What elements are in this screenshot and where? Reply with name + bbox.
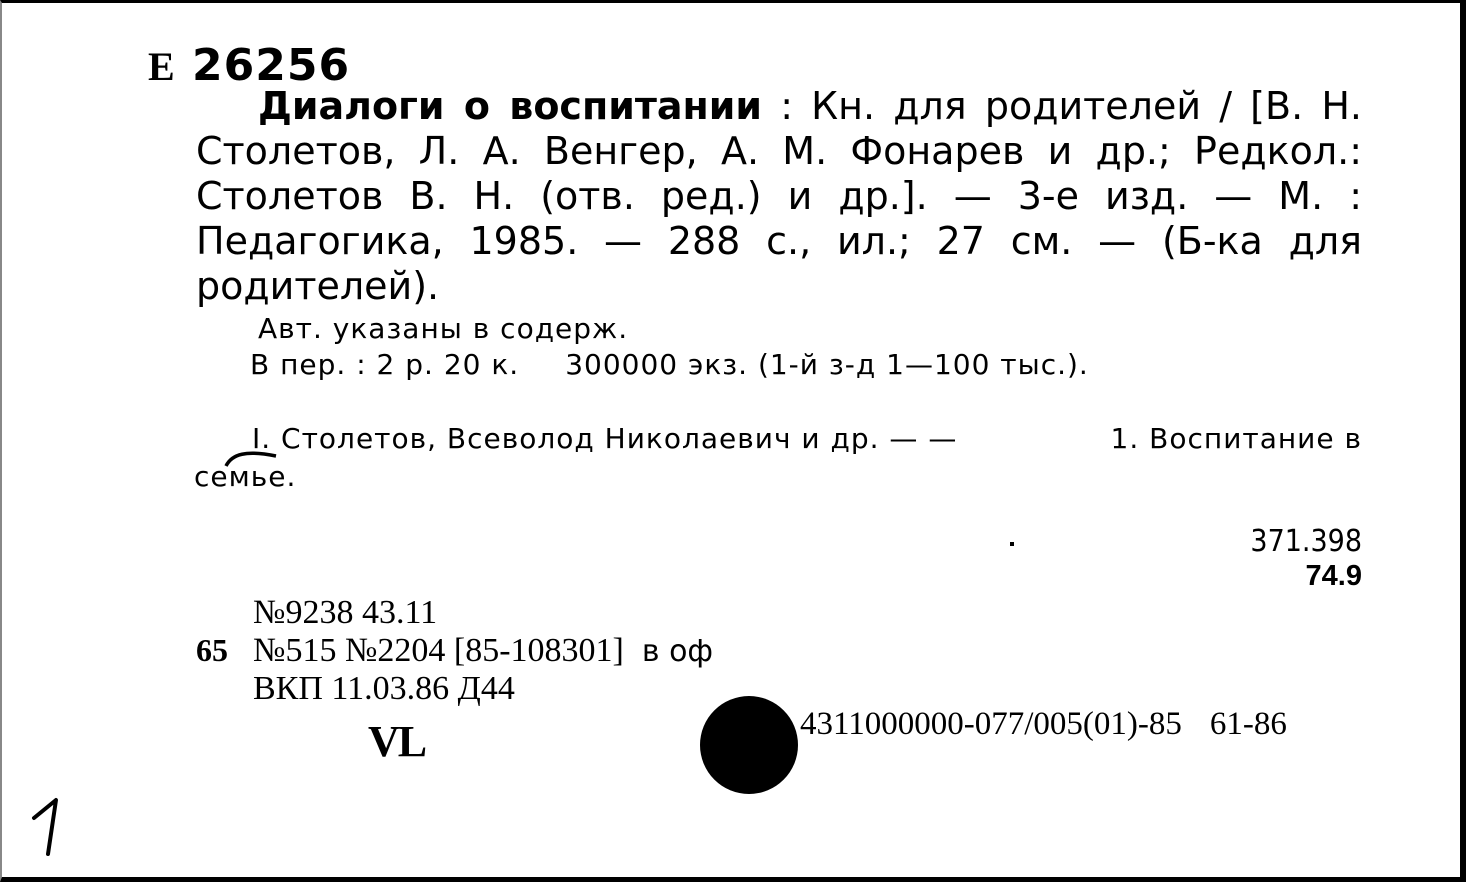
tracing-subject: 1. Воспитание в (1110, 422, 1362, 455)
price-note: В пер. : 2 р. 20 к. 300000 экз. (1-й з-д 1—100 тыс.). (250, 348, 1089, 381)
punch-hole (700, 696, 798, 794)
meta-line-2: №515 №2204 [85-108301] в оф (253, 632, 714, 669)
tracing-continuation: семье. (194, 460, 297, 493)
stamp-vl: VL (368, 717, 426, 766)
handwritten-numeral (28, 796, 68, 858)
bbk-index: 74.9 (1305, 560, 1362, 592)
authors-note: Авт. указаны в содерж. (258, 312, 629, 345)
isbn-line: 4311000000-077/005(01)-85 61-86 (800, 706, 1287, 742)
tracing-author: I. Столетов, Всеволод Николаевич и др. — — (252, 422, 958, 455)
entry-body: : Кн. для родителей / [В. Н. Столетов, Л. А. Венгер, А. М. Фонарев и др.; Редкол.: Столетов В. Н. (отв. ред.) и др.]. — 3-е изд. — М. : Педагогика, 1985. — 288 с., ил.; 27 см. — (Б-ка для родителей). (196, 84, 1362, 308)
meta-number: 65 (196, 632, 228, 668)
tracings (252, 422, 1362, 455)
meta-line-3: ВКП 11.03.86 Д44 (253, 670, 515, 707)
ink-dot (1010, 542, 1014, 546)
entry-title: Диалоги о воспитании (258, 84, 763, 128)
call-number: Е 26256 (148, 40, 351, 91)
bibliographic-entry (196, 84, 1362, 309)
meta-line-1: №9238 43.11 (253, 594, 438, 631)
udc-index: 371.398 (1250, 524, 1362, 559)
